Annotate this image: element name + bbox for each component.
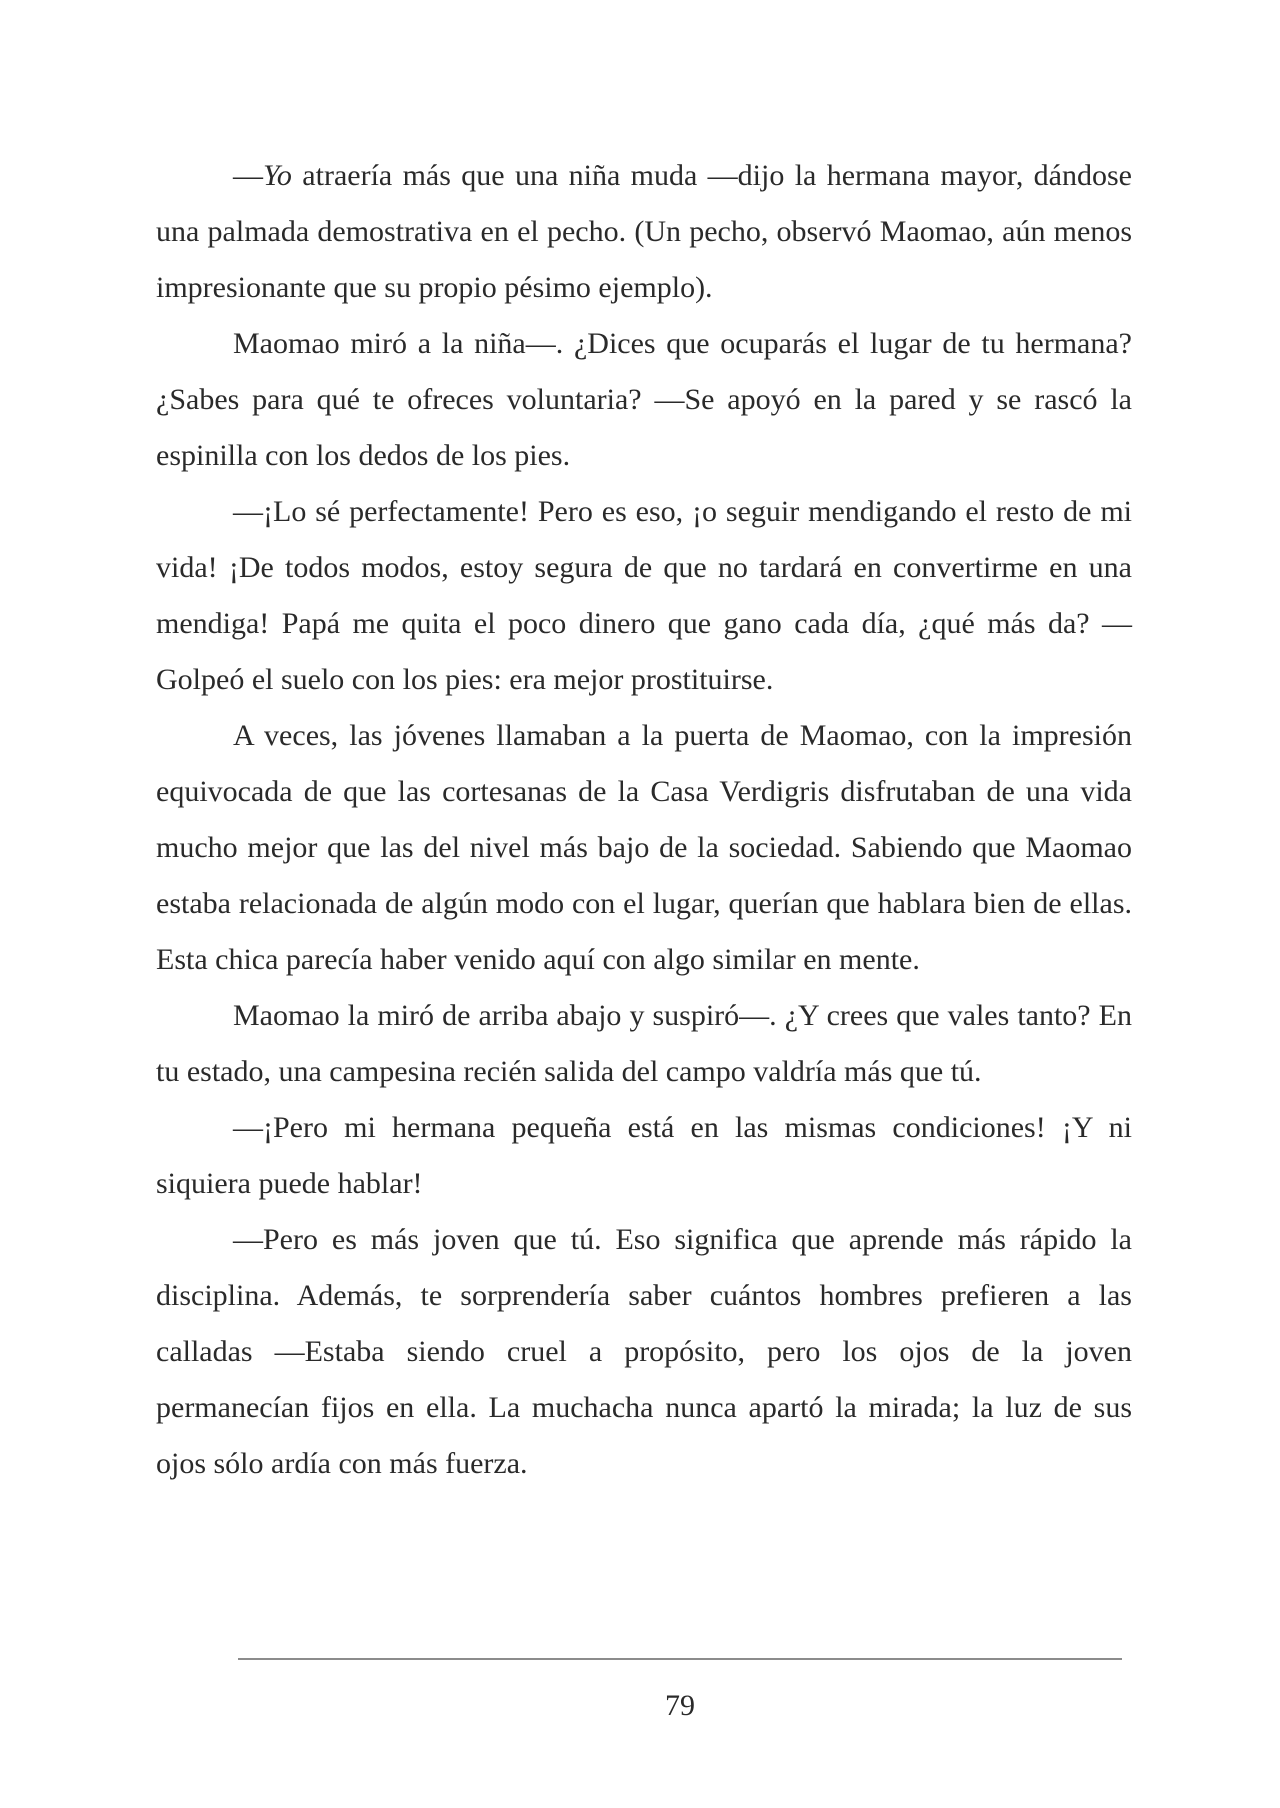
paragraph: A veces, las jóvenes llamaban a la puerta de Maomao, con la impresión equivocada de que las cortesanas de la Casa Verdigris disfrutaban de una vida mucho mejor que las del nivel más bajo de la sociedad. Sabiendo que Maomao estaba relacionada de algún modo con el lugar, querían que hablara bien de ellas. Esta chica parecía haber venido aquí con algo similar en mente. bbox=[156, 719, 1132, 976]
paragraph: Maomao la miró de arriba abajo y suspiró—. ¿Y crees que vales tanto? En tu estado, una campesina recién salida del campo valdría más que tú. bbox=[156, 999, 1132, 1088]
body-text bbox=[156, 148, 1132, 1492]
italic-word: Yo bbox=[263, 159, 292, 192]
paragraph-text: atraería más que una niña muda —dijo la hermana mayor, dándose una palmada demostrativa en el pecho. (Un pecho, observó Maomao, aún menos impresionante que su propio pésimo ejemplo). bbox=[156, 159, 1132, 304]
footer-divider bbox=[238, 1658, 1122, 1660]
paragraph: Maomao miró a la niña—. ¿Dices que ocuparás el lugar de tu hermana? ¿Sabes para qué te ofreces voluntaria? —Se apoyó en la pared y se rascó la espinilla con los dedos de los pies. bbox=[156, 327, 1132, 472]
paragraph: —¡Pero mi hermana pequeña está en las mismas condiciones! ¡Y ni siquiera puede hablar! bbox=[156, 1111, 1132, 1200]
paragraph bbox=[156, 148, 1132, 316]
dialogue-dash: — bbox=[233, 159, 263, 192]
paragraph: —¡Lo sé perfectamente! Pero es eso, ¡o seguir mendigando el resto de mi vida! ¡De todos modos, estoy segura de que no tardará en convertirme en una mendiga! Papá me quita el poco dinero que gano cada día, ¿qué más da? —Golpeó el suelo con los pies: era mejor prostituirse. bbox=[156, 495, 1132, 696]
paragraph: —Pero es más joven que tú. Eso significa que aprende más rápido la disciplina. Además, te sorprendería saber cuántos hombres prefieren a las calladas —Estaba siendo cruel a propósito, pero los ojos de la joven permanecían fijos en ella. La muchacha nunca apartó la mirada; la luz de sus ojos sólo ardía con más fuerza. bbox=[156, 1223, 1132, 1480]
page-number: 79 bbox=[665, 1689, 695, 1722]
